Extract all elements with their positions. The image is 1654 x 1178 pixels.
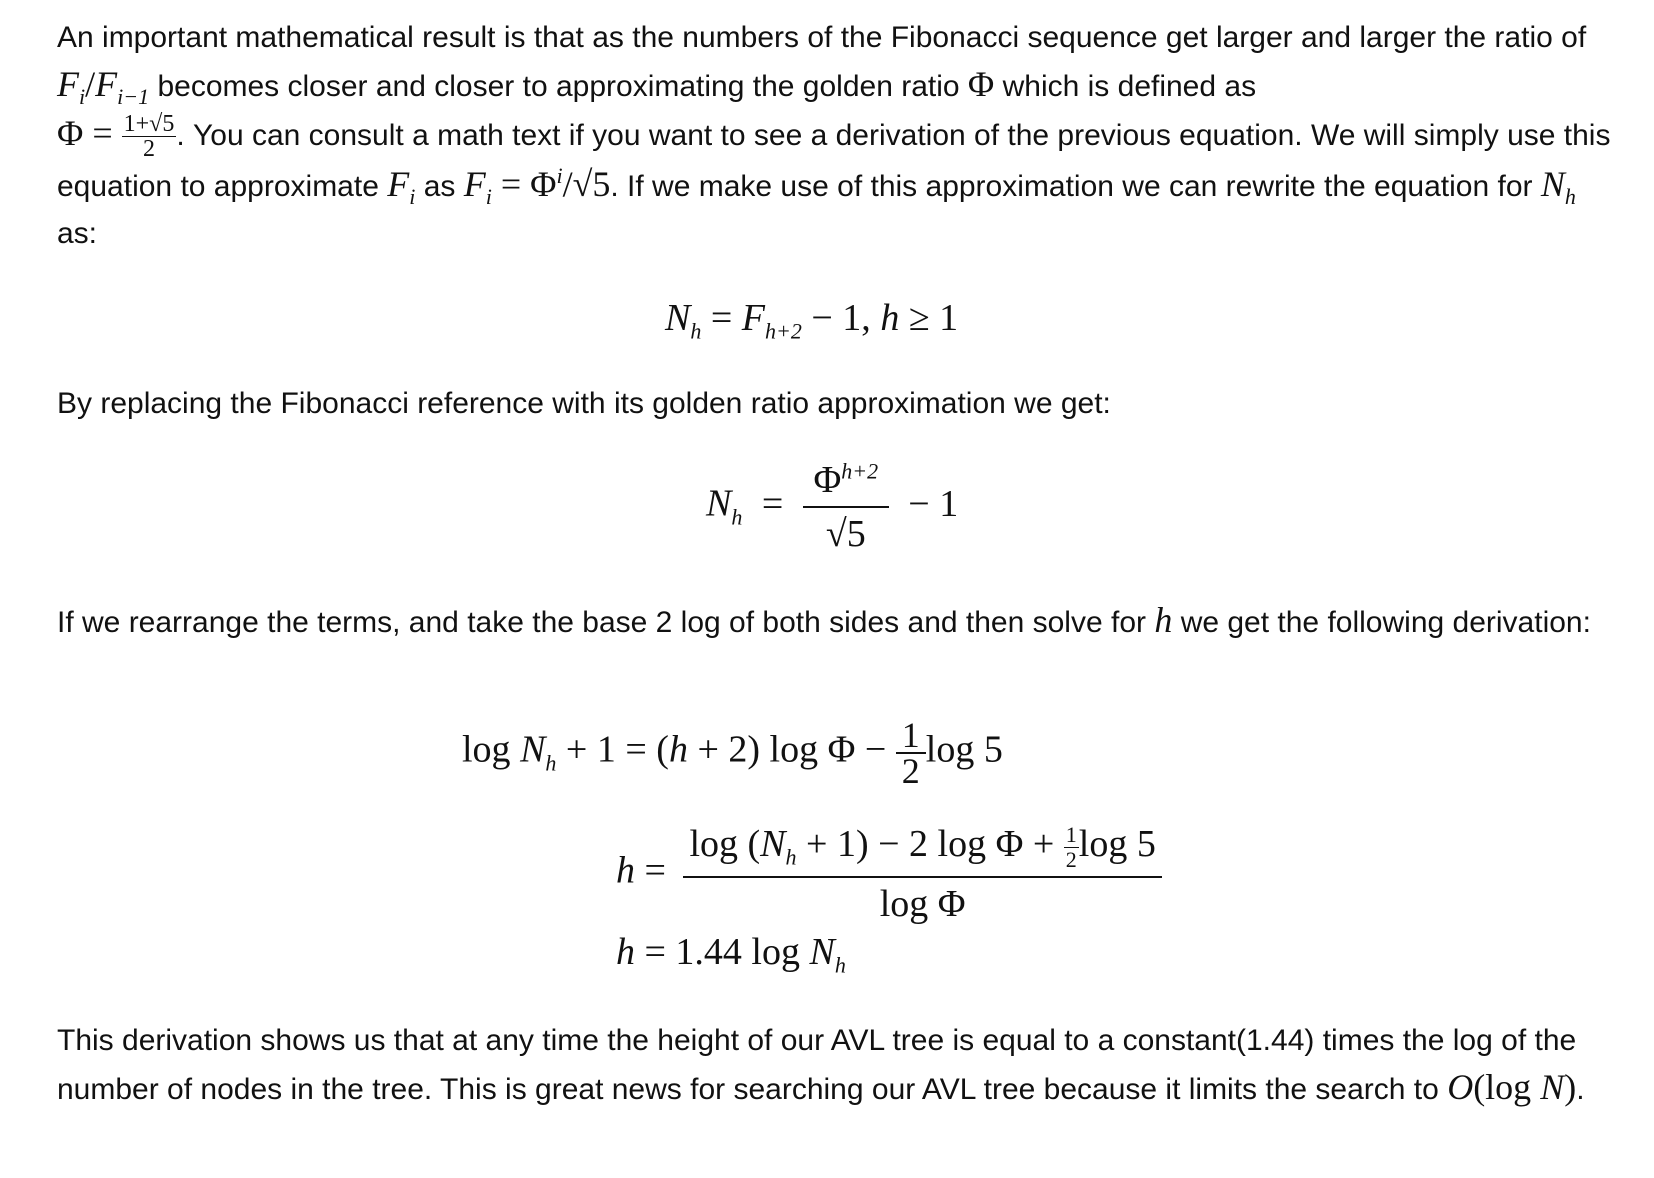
p1-text-7: as: bbox=[57, 217, 98, 251]
paragraph-golden-ratio-replace: By replacing the Fibonacci reference with its golden ratio approximation we get: bbox=[57, 387, 1111, 420]
equation-nh-golden: $N_h$ = $\frac{\Phi^{h+2}}{√5}$ − 1 bbox=[706, 458, 959, 555]
p1-text-6: . If we make use of this approximation we can rewrite the equation for bbox=[610, 170, 1533, 204]
p1-text-1: An important mathematical result is that as the numbers of the Fibonacci sequence get larger and larger the ratio of bbox=[57, 21, 1587, 54]
paragraph-conclusion: This derivation shows us that at any time the height of our AVL tree is equal to a constant(1.44) times the log of the number of nodes in the tree. This is great news for searching our AVL tree because it limits the search to O(log N). bbox=[57, 1024, 1585, 1107]
phi-definition: Φ = $\frac{1+√5}{2}$ bbox=[57, 111, 175, 163]
derivation-line-3: h = 1.44 $\log N_h$ bbox=[616, 931, 846, 978]
p1-text-4: . You can consult a math text if you want to see a derivation of the previous equation. We will simply use this equation to approximate bbox=[57, 119, 1611, 204]
p1-text-3: which is defined as bbox=[1002, 70, 1257, 103]
phi-symbol: Φ bbox=[967, 64, 995, 104]
paragraph-fibonacci-intro bbox=[57, 14, 1617, 257]
derivation-line-2: h = $\log (N_h + 1) - 2$ log Φ + $\frac{1}{2}$ log 5 log Φ bbox=[616, 822, 1162, 926]
p1-text-5: as bbox=[423, 170, 456, 204]
nh-symbol: $N_h$ bbox=[1540, 164, 1576, 210]
fi-symbol: $F_i$ bbox=[387, 164, 416, 210]
p1-text-2: becomes closer and closer to approximating the golden ratio bbox=[157, 70, 960, 103]
equation-nh-fibonacci: $N_h = F_{h+2} - 1$, h ≥ 1 bbox=[665, 297, 959, 344]
paragraph-rearrange: If we rearrange the terms, and take the base 2 log of both sides and then solve for h we get the following derivation: bbox=[57, 600, 1591, 640]
derivation-line-1: $\log N_h + 1 = (h + 2)$ log Φ − $\frac{1}{2}$ log 5 bbox=[462, 715, 1003, 791]
fi-approximation: $F_i = \Phi^i/√5$ bbox=[463, 163, 611, 210]
big-o-notation: O(log N) bbox=[1447, 1067, 1577, 1107]
ratio-fi: $F_i/F_{i-1}$ bbox=[57, 64, 150, 110]
